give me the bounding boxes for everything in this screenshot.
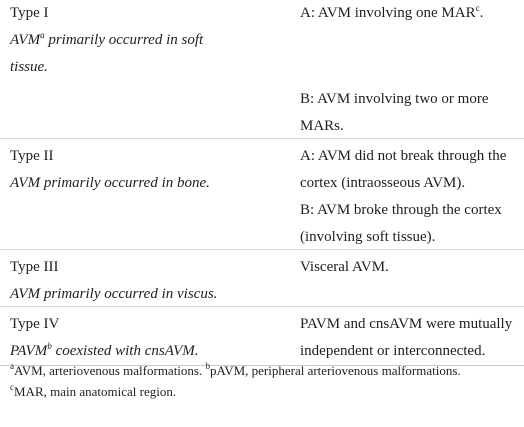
type-label: Type III [10, 259, 59, 275]
subtype-a-cell [300, 2, 522, 25]
type-description: PAVM$^b$ coexisted with cnsAVM. [10, 341, 199, 359]
subtype-line-2: independent or interconnected. [300, 343, 486, 359]
subtype-b-line-1: B: AVM involving two or more [300, 91, 489, 107]
table-footnotes [10, 360, 520, 402]
type-description: AVM primarily occurred in viscus. [10, 286, 218, 302]
subtype-b-line-2: MARs. [300, 118, 344, 134]
table-row [0, 307, 524, 366]
footnote-mark-c: c [475, 3, 480, 13]
subtype-line-1: PAVM and cnsAVM were mutually [300, 316, 513, 332]
type-description: AVM$^a$ primarily occurred in soft [10, 30, 204, 48]
table-row [0, 250, 524, 307]
type-cell [10, 313, 240, 363]
type-label: Type IV [10, 316, 60, 332]
subtype-text: Visceral AVM. [300, 259, 389, 275]
subtype-cell [300, 256, 522, 279]
type-description: AVM primarily occurred in bone. [10, 175, 210, 191]
type-label: Type II [10, 148, 54, 164]
type-cell [10, 145, 240, 195]
footnote-mark-b: b [47, 341, 52, 351]
subtype-b-line-2: (involving soft tissue). [300, 229, 436, 245]
footnote-line-1: $^a$AVM, arteriovenous malformations. $^b$pAVM, peripheral arteriovenous malformations. [10, 361, 461, 378]
subtype-b-line-1: B: AVM broke through the cortex [300, 202, 502, 218]
footnote-line-2: $^c$MAR, main anatomical region. [10, 382, 177, 399]
footnote-mark-a: a [40, 30, 45, 40]
table-row [0, 139, 524, 250]
type-description-cont: tissue. [10, 59, 48, 75]
subtype-a-cell [300, 145, 522, 195]
table-row [0, 0, 524, 139]
subtype-a-line-1: A: AVM did not break through the [300, 148, 507, 164]
subtype-b-cell [300, 88, 522, 138]
subtype-a-line-2: cortex (intraosseous AVM). [300, 175, 466, 191]
type-label: Type I [10, 5, 49, 21]
subtype-a-text: A: AVM involving one MAR$^c$. [300, 3, 484, 21]
subtype-b-cell [300, 199, 522, 249]
type-cell [10, 256, 240, 306]
subtype-cell [300, 313, 522, 363]
type-cell [10, 2, 240, 79]
